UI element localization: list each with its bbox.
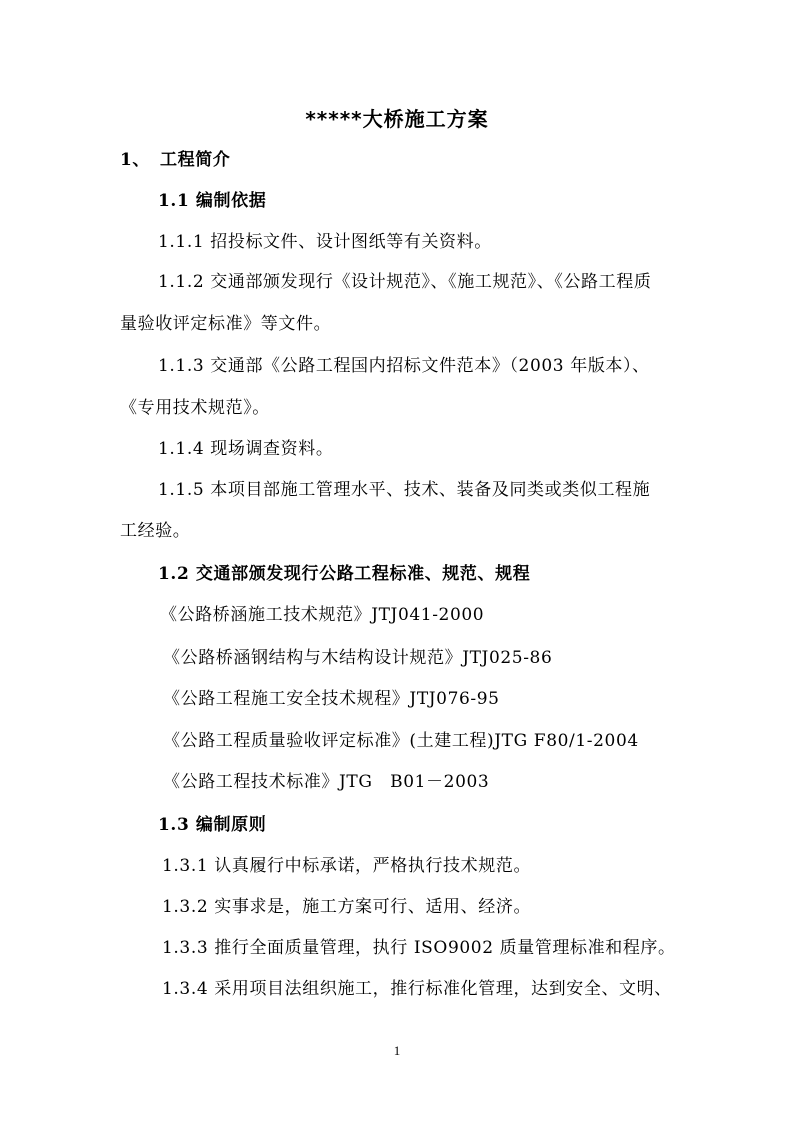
section-1-2-heading: 1.2 交通部颁发现行公路工程标准、规范、规程 [158,564,531,584]
item-1-1-5-line-1: 1.1.5 本项目部施工管理水平、技术、装备及同类或类似工程施 [158,480,651,500]
standard-item: 《公路工程技术标准》JTG B01－2003 [163,772,490,792]
standard-item: 《公路桥涵施工技术规范》JTJ041-2000 [160,605,485,625]
item-1-1-5-line-2: 工经验。 [120,521,191,541]
principle-1-3-3: 1.3.3 推行全面质量管理，执行 ISO9002 质量管理标准和程序。 [162,938,676,958]
principle-1-3-4: 1.3.4 采用项目法组织施工，推行标准化管理，达到安全、文明、 [162,979,672,999]
principle-1-3-1: 1.3.1 认真履行中标承诺，严格执行技术规范。 [162,856,532,876]
page-number: 1 [393,1043,401,1058]
item-1-1-3-line-2: 《专用技术规范》。 [120,398,270,418]
standard-item: 《公路工程施工安全技术规程》JTJ076-95 [163,689,500,709]
principle-1-3-2: 1.3.2 实事求是，施工方案可行、适用、经济。 [162,897,532,917]
item-1-1-2-line-1: 1.1.2 交通部颁发现行《设计规范》、《施工规范》、《公路工程质 [158,272,652,292]
item-1-1-3-line-1: 1.1.3 交通部《公路工程国内招标文件范本》（2003 年版本）、 [158,356,650,376]
item-1-1-4: 1.1.4 现场调查资料。 [158,439,334,459]
section-1-3-heading: 1.3 编制原则 [158,815,267,835]
section-1-1-heading: 1.1 编制依据 [158,191,267,211]
document-title: *****大桥施工方案 [305,107,489,131]
standard-item: 《公路工程质量验收评定标准》(土建工程)JTG F80/1-2004 [163,731,639,751]
section-1-heading: 工程简介 [160,150,231,170]
standard-item: 《公路桥涵钢结构与木结构设计规范》JTJ025-86 [163,648,553,668]
item-1-1-1: 1.1.1 招投标文件、设计图纸等有关资料。 [158,232,492,252]
item-1-1-2-line-2: 量验收评定标准》等文件。 [120,314,332,334]
section-1-number: 1、 [120,150,151,170]
